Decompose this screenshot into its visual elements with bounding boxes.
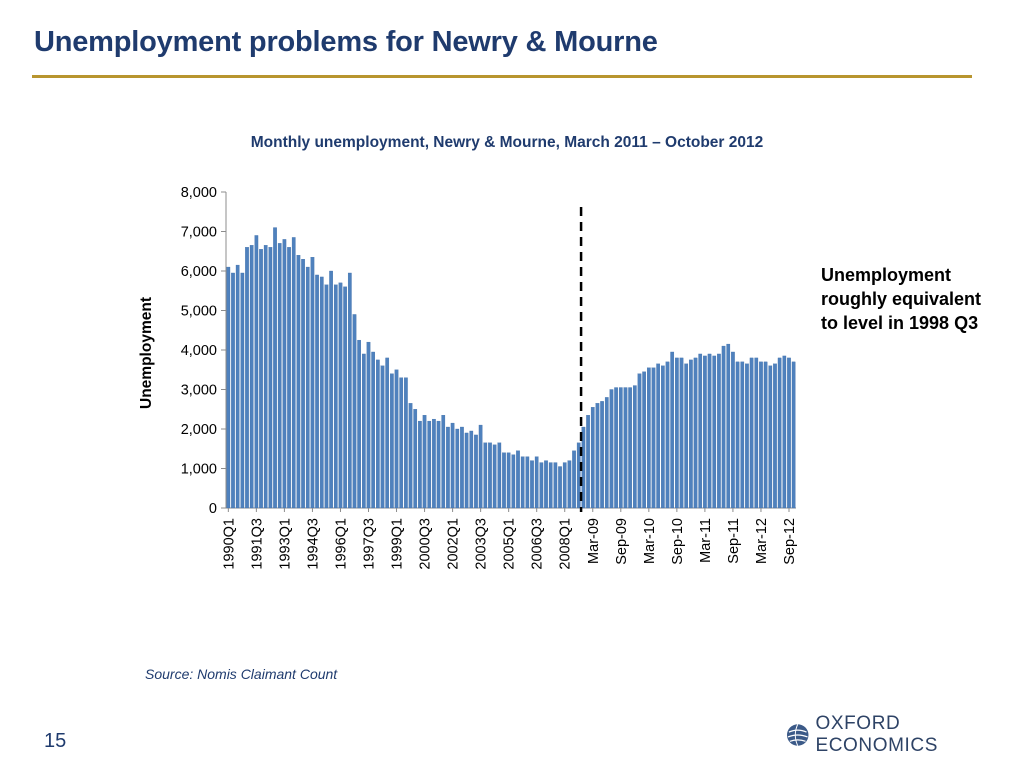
bar bbox=[713, 356, 716, 508]
y-tick-label: 2,000 bbox=[180, 422, 217, 438]
bar bbox=[741, 362, 744, 508]
x-tick-label: 1997Q3 bbox=[361, 518, 378, 570]
bar bbox=[708, 354, 711, 508]
bar bbox=[512, 455, 515, 508]
bar bbox=[306, 267, 309, 508]
y-tick-label: 7,000 bbox=[180, 224, 217, 241]
x-tick-label: 1996Q1 bbox=[333, 518, 350, 570]
x-tick-label: 1990Q1 bbox=[221, 518, 238, 570]
bar bbox=[367, 342, 370, 508]
x-tick-label: Sep-12 bbox=[781, 518, 798, 565]
x-tick-label: 2003Q3 bbox=[473, 518, 490, 570]
oxford-economics-logo bbox=[786, 713, 1024, 756]
bar bbox=[680, 358, 683, 508]
bar bbox=[325, 285, 328, 508]
x-tick-label: Sep-10 bbox=[669, 518, 686, 565]
bar bbox=[414, 409, 417, 508]
bar bbox=[432, 419, 435, 508]
bar bbox=[456, 429, 459, 508]
y-tick-label: 1,000 bbox=[180, 461, 217, 478]
x-tick-label: Mar-11 bbox=[697, 518, 714, 563]
bar bbox=[530, 461, 533, 508]
bar bbox=[628, 388, 631, 508]
bar bbox=[488, 443, 491, 508]
bar bbox=[498, 443, 501, 508]
bar bbox=[376, 360, 379, 508]
bar bbox=[778, 358, 781, 508]
bar bbox=[549, 463, 552, 508]
y-tick-label: 3,000 bbox=[180, 382, 217, 399]
bar bbox=[404, 378, 407, 508]
slide-title: Unemployment problems for Newry & Mourne bbox=[34, 26, 658, 58]
bar bbox=[418, 421, 421, 508]
x-tick-label: 2008Q1 bbox=[557, 518, 574, 570]
bar bbox=[605, 397, 608, 508]
bar bbox=[633, 386, 636, 508]
x-tick-label: 1999Q1 bbox=[389, 518, 406, 570]
bar bbox=[320, 277, 323, 508]
bar bbox=[568, 461, 571, 508]
bar bbox=[386, 358, 389, 508]
bar bbox=[231, 273, 234, 508]
bar bbox=[474, 435, 477, 508]
bar bbox=[451, 423, 454, 508]
bar bbox=[624, 388, 627, 508]
bar bbox=[245, 247, 248, 508]
bar bbox=[241, 273, 244, 508]
y-tick-label: 4,000 bbox=[180, 343, 217, 359]
bar bbox=[227, 267, 230, 508]
x-tick-label: Sep-11 bbox=[725, 518, 742, 564]
x-tick-label: Mar-10 bbox=[641, 518, 658, 564]
bar bbox=[554, 463, 557, 508]
bar bbox=[540, 463, 543, 508]
bar bbox=[586, 415, 589, 508]
x-tick-label: 2002Q1 bbox=[445, 518, 462, 570]
bar bbox=[292, 237, 295, 508]
x-tick-label: 2006Q3 bbox=[529, 518, 546, 570]
bar bbox=[764, 362, 767, 508]
bar bbox=[572, 451, 575, 508]
bar bbox=[395, 370, 398, 508]
bar bbox=[278, 243, 281, 508]
bar bbox=[563, 463, 566, 508]
bar bbox=[619, 388, 622, 508]
bar bbox=[250, 245, 253, 508]
bar bbox=[787, 358, 790, 508]
x-tick-label: Sep-09 bbox=[613, 518, 630, 565]
bar bbox=[544, 461, 547, 508]
bar bbox=[409, 403, 412, 508]
bar bbox=[283, 239, 286, 508]
bar bbox=[685, 364, 688, 508]
bar bbox=[769, 366, 772, 508]
bar bbox=[311, 257, 314, 508]
bar bbox=[591, 407, 594, 508]
callout-annotation: Unemployment roughly equivalent to level in 1998 Q3 bbox=[821, 265, 982, 333]
bar bbox=[502, 453, 505, 508]
bar bbox=[460, 427, 463, 508]
bar bbox=[610, 390, 613, 509]
bar bbox=[479, 425, 482, 508]
y-tick-label: 6,000 bbox=[180, 264, 217, 280]
bar bbox=[521, 457, 524, 508]
x-tick-label: 1994Q3 bbox=[305, 518, 322, 570]
bar bbox=[465, 433, 468, 508]
bar bbox=[390, 374, 393, 508]
bar bbox=[428, 421, 431, 508]
bar bbox=[773, 364, 776, 508]
y-axis-title: Unemployment bbox=[138, 297, 155, 409]
bar bbox=[353, 314, 356, 508]
bar bbox=[558, 467, 561, 508]
bar bbox=[694, 358, 697, 508]
x-tick-label: 1993Q1 bbox=[277, 518, 294, 570]
bar bbox=[652, 368, 655, 508]
y-tick-label: 8,000 bbox=[180, 185, 217, 201]
x-tick-label: 2005Q1 bbox=[501, 518, 518, 570]
bar bbox=[348, 273, 351, 508]
bar bbox=[329, 271, 332, 508]
x-tick-label: Mar-09 bbox=[585, 518, 602, 564]
bar bbox=[745, 364, 748, 508]
bar bbox=[661, 366, 664, 508]
chart-title: Monthly unemployment, Newry & Mourne, March 2011 – October 2012 bbox=[250, 134, 764, 151]
bar bbox=[297, 255, 300, 508]
y-tick-label: 5,000 bbox=[180, 303, 217, 320]
bar bbox=[722, 346, 725, 508]
x-tick-label: Mar-12 bbox=[753, 518, 770, 564]
bar bbox=[703, 356, 706, 508]
bar bbox=[400, 378, 403, 508]
bar bbox=[755, 358, 758, 508]
bar bbox=[647, 368, 650, 508]
bar bbox=[535, 457, 538, 508]
bar bbox=[334, 285, 337, 508]
bar bbox=[717, 354, 720, 508]
bar bbox=[315, 275, 318, 508]
bar bbox=[301, 259, 304, 508]
bar bbox=[638, 374, 641, 508]
bar bbox=[264, 245, 267, 508]
bar bbox=[689, 360, 692, 508]
bar bbox=[507, 453, 510, 508]
bar bbox=[287, 247, 290, 508]
bar bbox=[642, 372, 645, 508]
bar bbox=[675, 358, 678, 508]
bar bbox=[442, 415, 445, 508]
bar bbox=[600, 401, 603, 508]
bar bbox=[727, 344, 730, 508]
bar bbox=[731, 352, 734, 508]
bar bbox=[526, 457, 529, 508]
bar bbox=[273, 228, 276, 508]
bar bbox=[666, 362, 669, 508]
bar bbox=[423, 415, 426, 508]
bar bbox=[699, 354, 702, 508]
bar bbox=[792, 362, 795, 508]
bar bbox=[437, 421, 440, 508]
bar bbox=[357, 340, 360, 508]
bar bbox=[362, 354, 365, 508]
bar bbox=[269, 247, 272, 508]
page-number: 15 bbox=[44, 730, 67, 752]
bar bbox=[259, 249, 262, 508]
bar bbox=[614, 388, 617, 508]
bar bbox=[736, 362, 739, 508]
bar bbox=[484, 443, 487, 508]
bar bbox=[493, 445, 496, 508]
y-tick-label: 0 bbox=[208, 501, 217, 517]
bar bbox=[236, 265, 239, 508]
bar bbox=[656, 364, 659, 508]
bar bbox=[596, 403, 599, 508]
logo-text: OXFORD ECONOMICS bbox=[815, 713, 939, 756]
bar bbox=[339, 283, 342, 508]
bar bbox=[381, 366, 384, 508]
bar bbox=[446, 427, 449, 508]
x-tick-label: 1991Q3 bbox=[249, 518, 266, 570]
x-tick-label: 2000Q3 bbox=[417, 518, 434, 570]
bar bbox=[371, 352, 374, 508]
bar bbox=[783, 356, 786, 508]
bar bbox=[671, 352, 674, 508]
bar bbox=[470, 431, 473, 508]
globe-icon bbox=[786, 723, 809, 747]
bar bbox=[759, 362, 762, 508]
bar bbox=[516, 451, 519, 508]
bar bbox=[255, 235, 258, 508]
source-note: Source: Nomis Claimant Count bbox=[145, 666, 338, 682]
bar bbox=[750, 358, 753, 508]
bar bbox=[343, 287, 346, 508]
